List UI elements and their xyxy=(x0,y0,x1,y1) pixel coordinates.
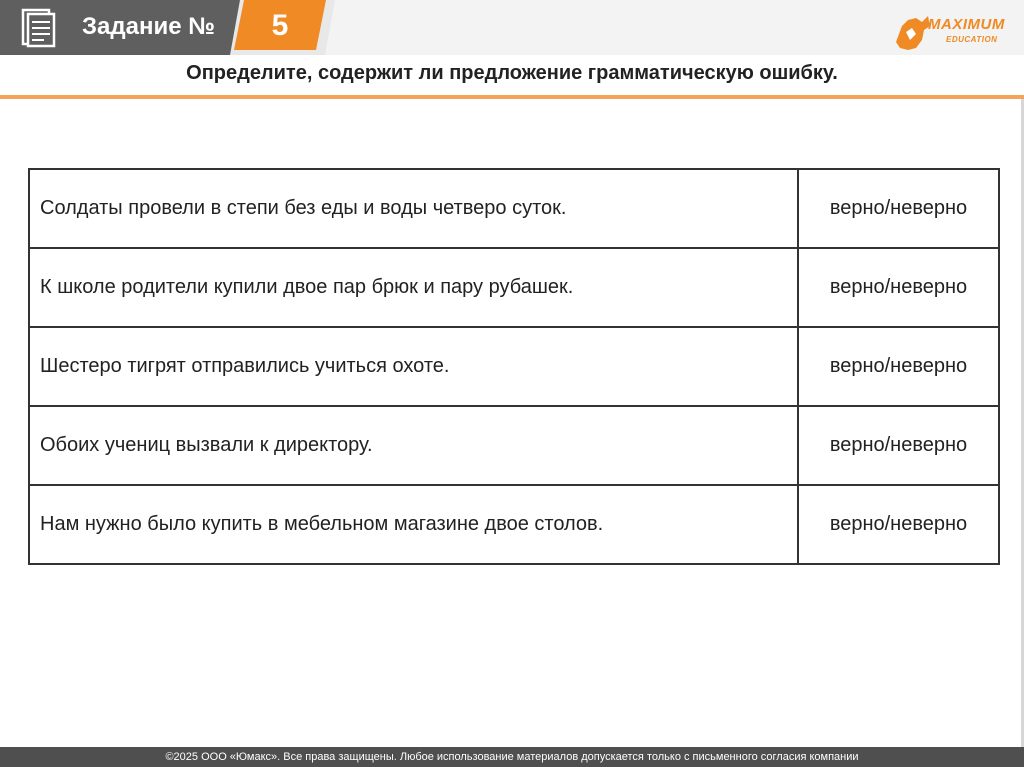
task-label: Задание № xyxy=(82,13,215,40)
answer-cell: верно/неверно xyxy=(798,169,999,248)
sentence-cell: Обоих учениц вызвали к директору. xyxy=(29,406,798,485)
instruction-title: Определите, содержит ли предложение грамматическую ошибку. xyxy=(186,62,838,84)
table-row xyxy=(29,485,999,564)
task-number: 5 xyxy=(271,9,289,42)
table-row xyxy=(29,327,999,406)
table-row xyxy=(29,169,999,248)
task-block xyxy=(0,0,240,55)
footer-copyright: ©2025 ООО «Юмакс». Все права защищены. Любое использование материалов допускается только с письменного согласия компании xyxy=(0,747,1024,767)
sentence-cell: Нам нужно было купить в мебельном магазине двое столов. xyxy=(29,485,798,564)
header-divider xyxy=(0,95,1024,99)
logo-subtext: EDUCATION xyxy=(946,35,998,44)
sentence-cell: Солдаты провели в степи без еды и воды четверо суток. xyxy=(29,169,798,248)
logo-text: MAXIMUM xyxy=(928,16,1005,33)
answer-cell: верно/неверно xyxy=(798,248,999,327)
answer-cell: верно/неверно xyxy=(798,485,999,564)
document-icon xyxy=(20,8,56,48)
answer-cell: верно/неверно xyxy=(798,406,999,485)
table-row xyxy=(29,248,999,327)
tasks-table xyxy=(28,168,1000,565)
answer-cell: верно/неверно xyxy=(798,327,999,406)
sentence-cell: К школе родители купили двое пар брюк и пару рубашек. xyxy=(29,248,798,327)
sentence-cell: Шестеро тигрят отправились учиться охоте. xyxy=(29,327,798,406)
table-row xyxy=(29,406,999,485)
